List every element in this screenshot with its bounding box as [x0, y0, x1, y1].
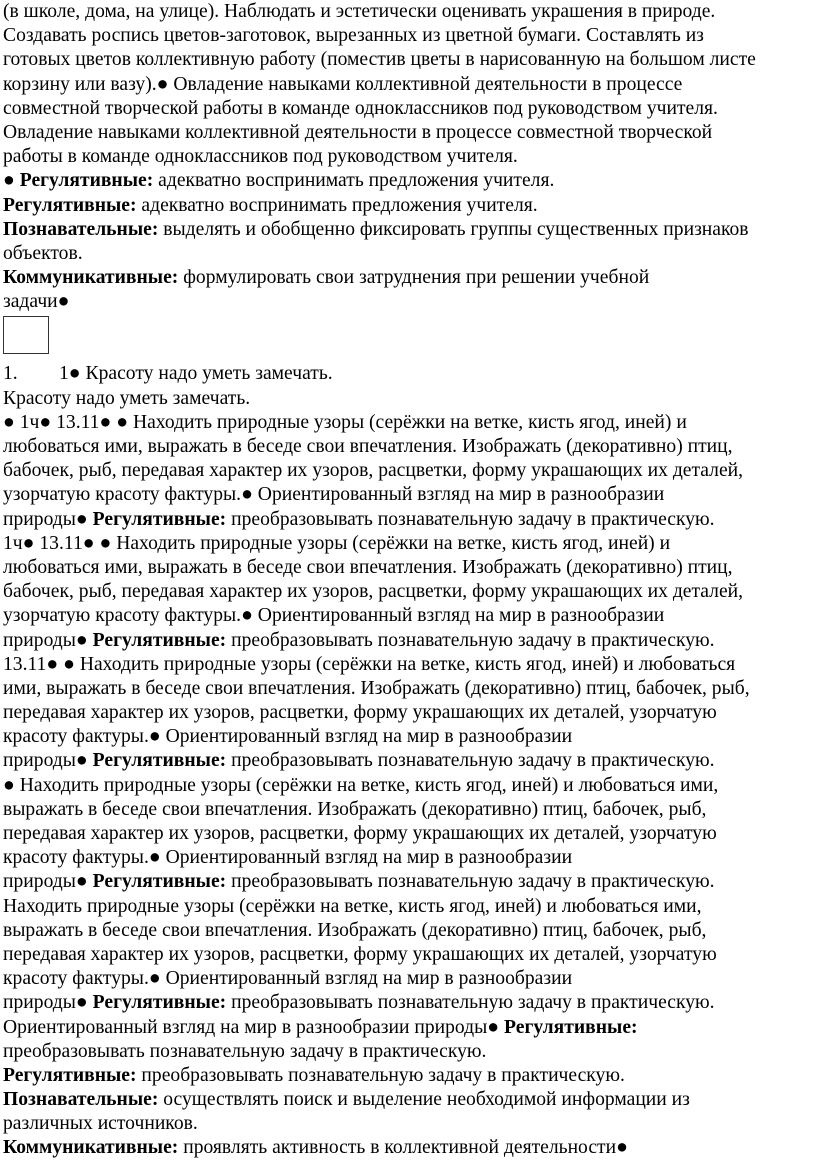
label-cognitive: Познавательные:	[3, 1089, 159, 1111]
item-number: 1.	[3, 363, 18, 385]
text-line: Находить природные узоры (серёжки на ветке, кисть ягод, иней) и любоваться ими,	[3, 895, 702, 917]
item-text: 1● Красоту надо уметь замечать.	[59, 363, 333, 385]
text: адекватно воспринимать предложения учителя.	[153, 170, 555, 192]
text-line: объектов.	[3, 242, 83, 264]
text-line: преобразовывать познавательную задачу в практическую.	[3, 1040, 487, 1062]
text-line	[3, 508, 816, 532]
text: проявлять активность в коллективной деятельности●	[178, 1137, 628, 1159]
text: адекватно воспринимать предложения учителя.	[136, 194, 538, 216]
text-line: выражать в беседе свои впечатления. Изображать (декоративно) птиц, бабочек, рыб,	[3, 798, 707, 820]
text-line: передавая характер их узоров, расцветки, форму украшающих их деталей, узорчатую	[3, 943, 717, 965]
text-line	[3, 870, 816, 894]
label-regulative: Регулятивные:	[3, 194, 137, 216]
text-line	[3, 749, 816, 773]
text: природы●	[3, 750, 93, 772]
bullet: ●	[3, 170, 20, 192]
text: формулировать свои затруднения при решении учебной	[178, 267, 650, 289]
text-line: готовых цветов коллективную работу (поместив цветы в нарисованную на большом листе	[3, 49, 756, 71]
text-line	[3, 1016, 816, 1040]
text-line: красоту фактуры.● Ориентированный взгляд на мир в разнообразии	[3, 968, 573, 990]
text-line: ● Находить природные узоры (серёжки на ветке, кисть ягод, иней) и любоваться ими,	[3, 774, 719, 796]
text: преобразовывать познавательную задачу в практическую.	[226, 750, 715, 772]
text-line: узорчатую красоту фактуры.● Ориентированный взгляд на мир в разнообразии	[3, 605, 665, 627]
text-line: Овладение навыками коллективной деятельности в процессе совместной творческой	[3, 121, 713, 143]
text: Ориентированный взгляд на мир в разнообразии природы●	[3, 1016, 505, 1038]
label-cognitive: Познавательные:	[3, 218, 159, 240]
text-line: 1ч● 13.11● ● Находить природные узоры (серёжки на ветке, кисть ягод, иней) и	[3, 532, 671, 554]
text-line	[3, 266, 816, 290]
text-line: ими, выражать в беседе свои впечатления. Изображать (декоративно) птиц, бабочек, рыб,	[3, 677, 750, 699]
text: преобразовывать познавательную задачу в практическую.	[226, 629, 715, 651]
text-line: 13.11● ● Находить природные узоры (серёжки на ветке, кисть ягод, иней) и любоваться	[3, 653, 736, 675]
text-line: задачи●	[3, 291, 70, 313]
text-line: (в школе, дома, на улице). Наблюдать и эстетически оценивать украшения в природе.	[3, 1, 716, 22]
text-line	[3, 629, 816, 653]
text-line	[3, 218, 816, 242]
label-regulative: Регулятивные:	[3, 1064, 137, 1086]
text-line: бабочек, рыб, передавая характер их узоров, расцветки, форму украшающих их деталей,	[3, 581, 744, 603]
label-regulative: Регулятивные:	[19, 170, 154, 192]
text-line: передавая характер их узоров, расцветки, форму украшающих их деталей, узорчатую	[3, 823, 717, 844]
text-line: ● 1ч● 13.11● ● Находить природные узоры (серёжки на ветке, кисть ягод, иней) и	[3, 411, 687, 433]
text-line: красоту фактуры.● Ориентированный взгляд на мир в разнообразии	[3, 726, 573, 748]
text-line: бабочек, рыб, передавая характер их узоров, расцветки, форму украшающих их деталей,	[3, 460, 744, 482]
text: природы●	[3, 508, 93, 530]
label-communicative: Коммуникативные:	[3, 1137, 179, 1159]
text-line: Создавать роспись цветов-заготовок, вырезанных из цветной бумаги. Составлять из	[3, 25, 704, 47]
text-line: передавая характер их узоров, расцветки, форму украшающих их деталей, узорчатую	[3, 702, 717, 724]
label-regulative: Регулятивные:	[92, 508, 227, 530]
text: осуществлять поиск и выделение необходимой информации из	[158, 1089, 690, 1111]
text-line	[3, 1088, 816, 1112]
text: природы●	[3, 629, 93, 651]
text-line: любоваться ими, выражать в беседе свои впечатления. Изображать (декоративно) птиц,	[3, 556, 733, 578]
text: природы●	[3, 871, 93, 893]
text-line: совместной творческой работы в команде одноклассников под руководством учителя.	[3, 97, 718, 119]
text-line: красоту фактуры.● Ориентированный взгляд на мир в разнообразии	[3, 847, 573, 869]
text: преобразовывать познавательную задачу в практическую.	[136, 1064, 625, 1086]
label-communicative: Коммуникативные:	[3, 267, 179, 289]
label-regulative: Регулятивные:	[92, 871, 227, 893]
label-regulative: Регулятивные:	[504, 1016, 638, 1038]
label-regulative: Регулятивные:	[92, 992, 227, 1014]
empty-table-cell	[3, 316, 49, 354]
text-line	[3, 194, 816, 218]
numbered-item	[3, 362, 816, 386]
text-line: различных источников.	[3, 1113, 198, 1135]
text: природы●	[3, 992, 93, 1014]
label-regulative: Регулятивные:	[92, 629, 227, 651]
text-line: Красоту надо уметь замечать.	[3, 387, 251, 409]
text: преобразовывать познавательную задачу в практическую.	[226, 508, 715, 530]
text: преобразовывать познавательную задачу в практическую.	[226, 992, 715, 1014]
text: выделять и обобщенно фиксировать группы существенных признаков	[158, 218, 749, 240]
text-line: корзину или вазу).● Овладение навыками коллективной деятельности в процессе	[3, 73, 683, 95]
label-regulative: Регулятивные:	[92, 750, 227, 772]
text-line	[3, 169, 816, 193]
text-line	[3, 991, 816, 1015]
text-line	[3, 1064, 816, 1088]
text: преобразовывать познавательную задачу в практическую.	[226, 871, 715, 893]
text-line: выражать в беседе свои впечатления. Изображать (декоративно) птиц, бабочек, рыб,	[3, 919, 707, 941]
text-line: узорчатую красоту фактуры.● Ориентированный взгляд на мир в разнообразии	[3, 484, 665, 506]
text-line: работы в команде одноклассников под руководством учителя.	[3, 146, 518, 168]
text-line: любоваться ими, выражать в беседе свои впечатления. Изображать (декоративно) птиц,	[3, 436, 733, 457]
